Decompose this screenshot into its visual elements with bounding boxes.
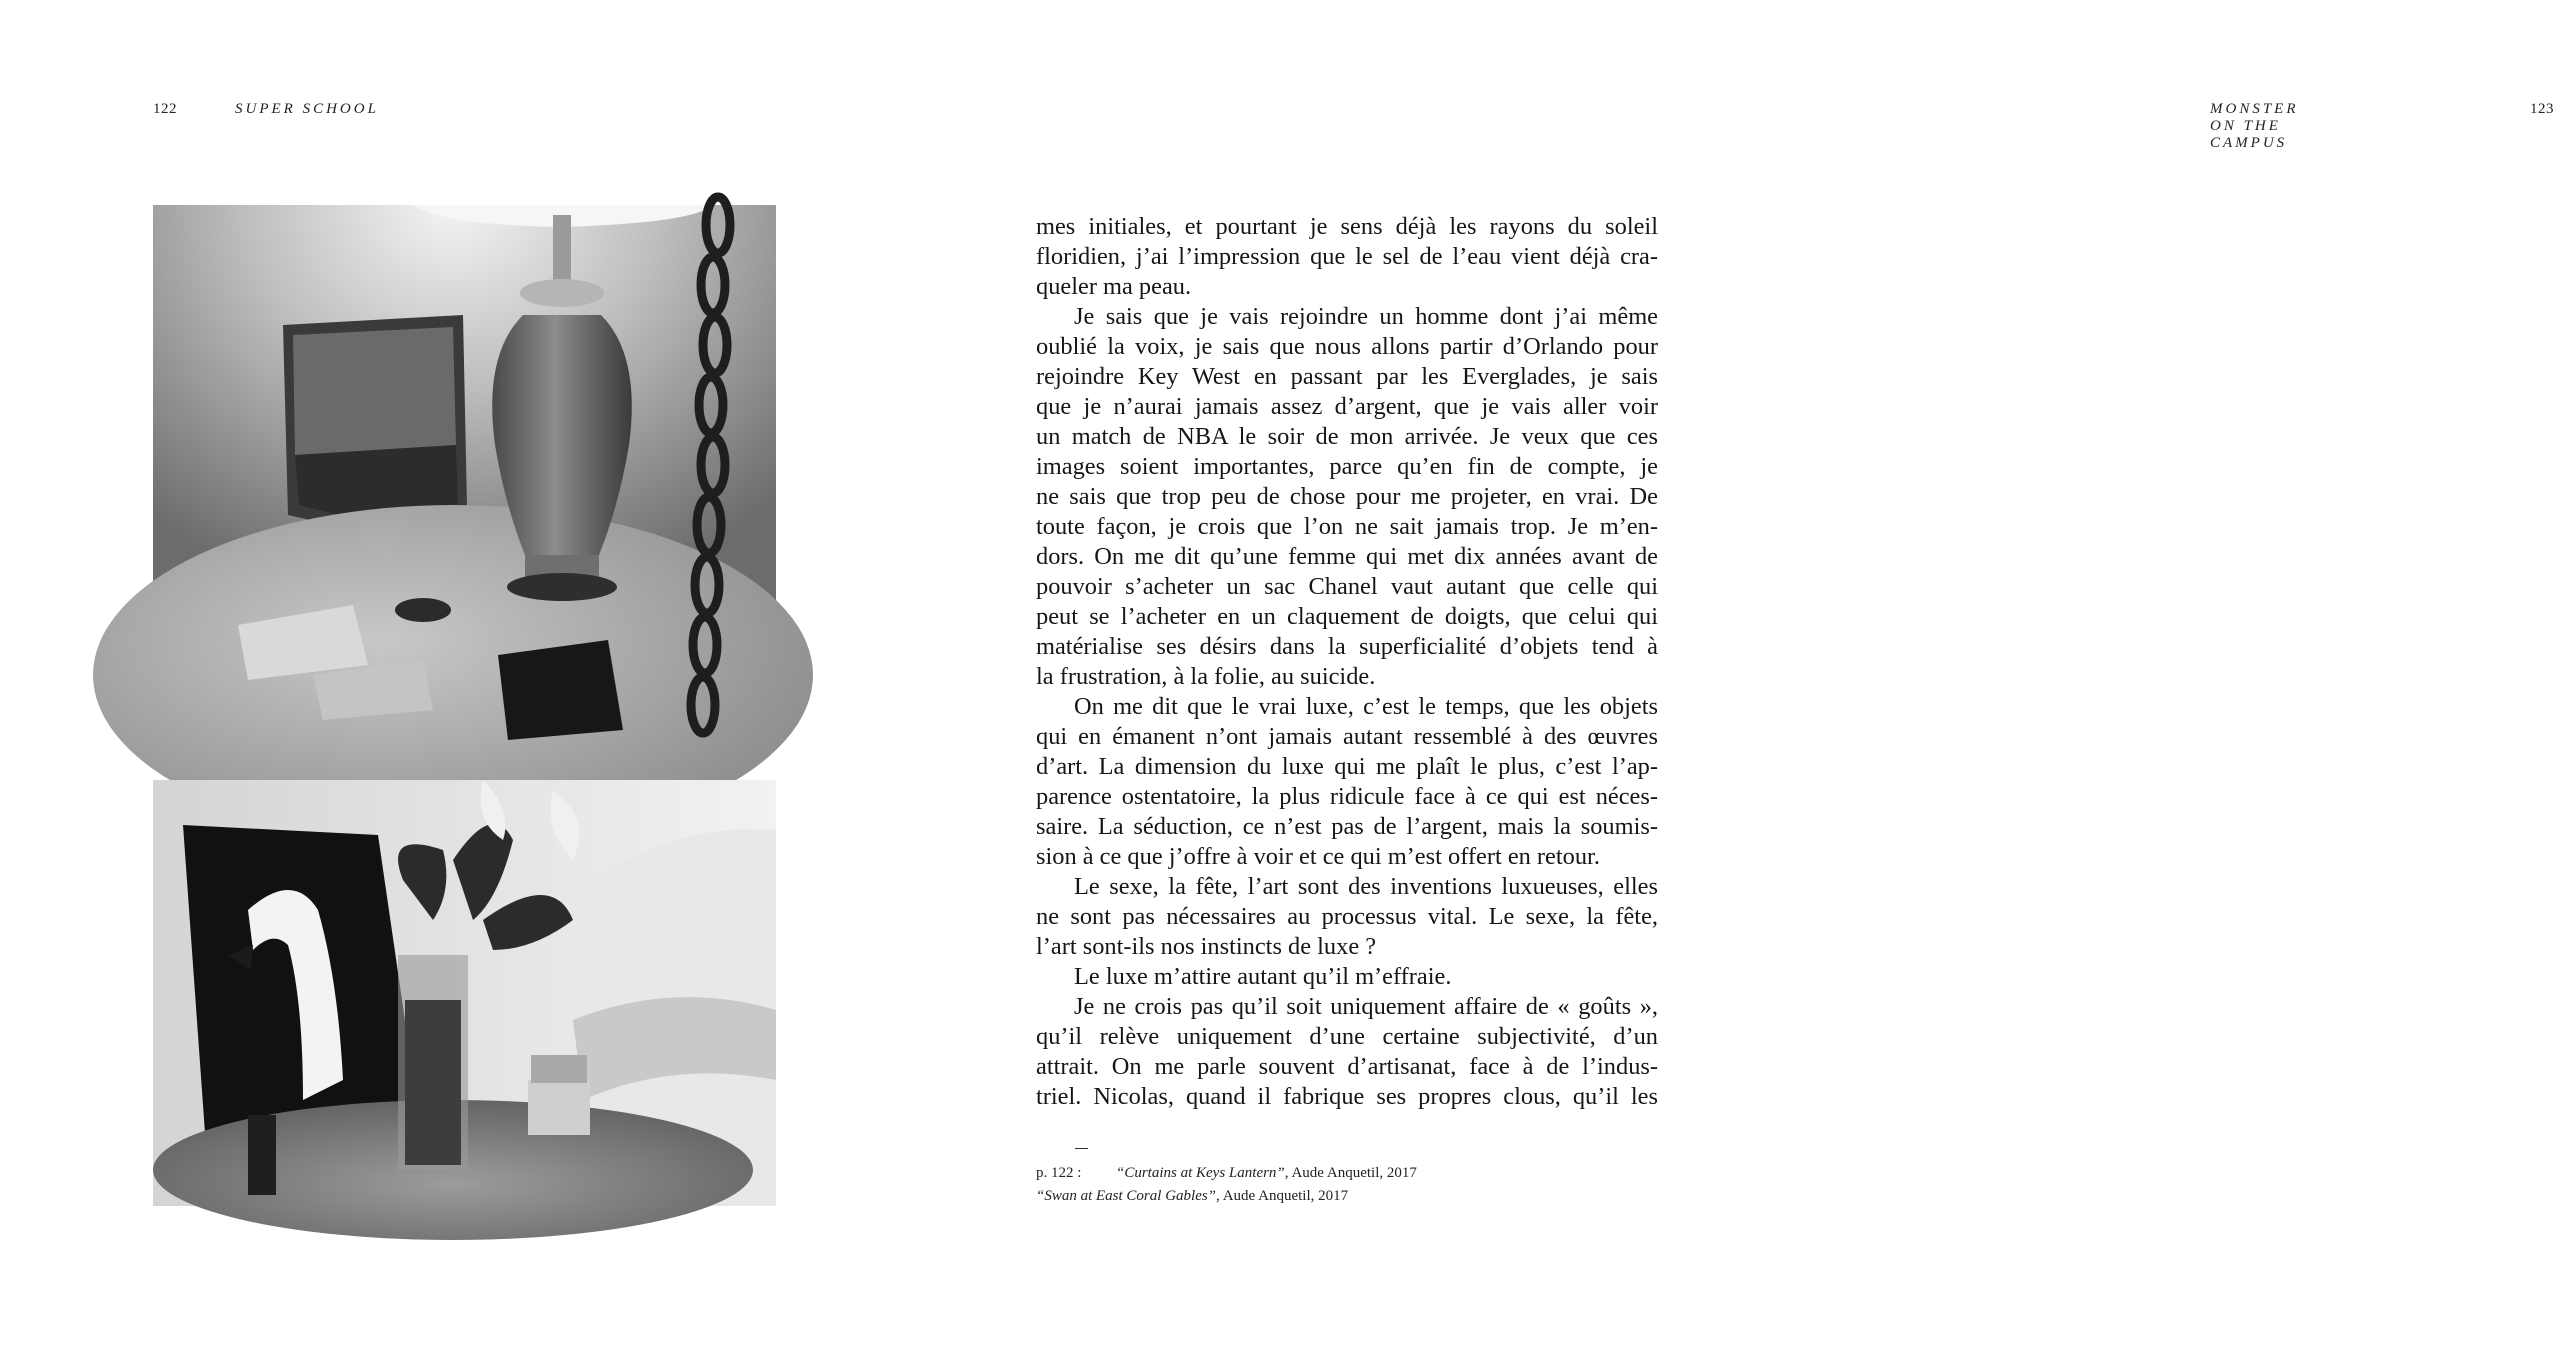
credit-line-1 xyxy=(1036,1162,1417,1185)
text-line: pouvoir s’acheter un sac Chanel vaut autant que celle qui xyxy=(1036,573,1658,600)
text-line: attrait. On me parle souvent d’artisanat, face à de l’indus- xyxy=(1036,1053,1658,1080)
text-line: qu’il relève uniquement d’une certaine subjectivité, d’un xyxy=(1036,1023,1658,1050)
text-line: floridien, j’ai l’impression que le sel de l’eau vient déjà cra- xyxy=(1036,243,1658,270)
body-text xyxy=(1036,212,1658,1112)
text-line: l’art sont-ils nos instincts de luxe ? xyxy=(1036,933,1377,960)
text-line: Le sexe, la fête, l’art sont des inventions luxueuses, elles xyxy=(1074,873,1658,900)
text-line: dors. On me dit qu’une femme qui met dix années avant de xyxy=(1036,543,1658,570)
text-line: sion à ce que j’offre à voir et ce qui m’est offert en retour. xyxy=(1036,843,1600,870)
text-line: peut se l’acheter en un claquement de doigts, que celui qui xyxy=(1036,603,1658,630)
text-line: rejoindre Key West en passant par les Everglades, je sais xyxy=(1036,363,1658,390)
text-line: ne sont pas nécessaires au processus vital. Le sexe, la fête, xyxy=(1036,903,1658,930)
text-line: d’art. La dimension du luxe qui me plaît le plus, c’est l’ap- xyxy=(1036,753,1658,780)
page-number-left: 122 xyxy=(153,101,177,117)
left-page xyxy=(0,0,900,1353)
text-line: qui en émanent n’ont jamais autant ressemblé à des œuvres xyxy=(1036,723,1658,750)
credit-author-2: , Aude Anquetil, 2017 xyxy=(1216,1188,1349,1204)
text-line: Je ne crois pas qu’il soit uniquement affaire de « goûts », xyxy=(1074,993,1658,1020)
text-line: triel. Nicolas, quand il fabrique ses propres clous, qu’il les xyxy=(1036,1083,1658,1110)
page-number-right: 123 xyxy=(2530,101,2554,117)
running-title-left: SUPER SCHOOL xyxy=(235,101,379,117)
text-line: saire. La séduction, ce n’est pas de l’argent, mais la soumis- xyxy=(1036,813,1658,840)
text-line: ne sais que trop peu de chose pour me projeter, en vrai. De xyxy=(1036,483,1658,510)
text-line: parence ostentatoire, la plus ridicule face à ce qui est néces- xyxy=(1036,783,1658,810)
text-line: que je n’aurai jamais assez d’argent, que je vais aller voir xyxy=(1036,393,1658,420)
text-line: images soient importantes, parce qu’en fin de compte, je xyxy=(1036,453,1658,480)
photo-curtains-at-keys-lantern xyxy=(153,205,776,750)
credit-author-1: , Aude Anquetil, 2017 xyxy=(1284,1165,1417,1181)
photo-credits xyxy=(1036,1162,1417,1208)
running-title-right: MONSTER ON THE CAMPUS xyxy=(2210,101,2299,151)
credit-line-2 xyxy=(1036,1185,1417,1208)
photo-swan-at-east-coral-gables xyxy=(153,780,776,1206)
text-line: mes initiales, et pourtant je sens déjà les rayons du soleil xyxy=(1036,213,1658,240)
text-line: Je sais que je vais rejoindre un homme dont j’ai même xyxy=(1074,303,1658,330)
text-line: matérialise ses désirs dans la superficialité d’objets tend à xyxy=(1036,633,1658,660)
text-line: queler ma peau. xyxy=(1036,273,1192,300)
text-line: un match de NBA le soir de mon arrivée. Je veux que ces xyxy=(1036,423,1658,450)
text-line: Le luxe m’attire autant qu’il m’effraie. xyxy=(1074,963,1452,990)
credit-title-1: “Curtains at Keys Lantern” xyxy=(1116,1165,1285,1181)
text-line: On me dit que le vrai luxe, c’est le temps, que les objets xyxy=(1074,693,1658,720)
text-line: la frustration, à la folie, au suicide. xyxy=(1036,663,1376,690)
text-line: oublié la voix, je sais que nous allons partir d’Orlando pour xyxy=(1036,333,1658,360)
text-line: toute façon, je crois que l’on ne sait jamais trop. Je m’en- xyxy=(1036,513,1658,540)
notes-divider xyxy=(1075,1148,1088,1149)
credit-page-ref: p. 122 : xyxy=(1036,1165,1082,1181)
credit-title-2: “Swan at East Coral Gables” xyxy=(1036,1188,1217,1204)
